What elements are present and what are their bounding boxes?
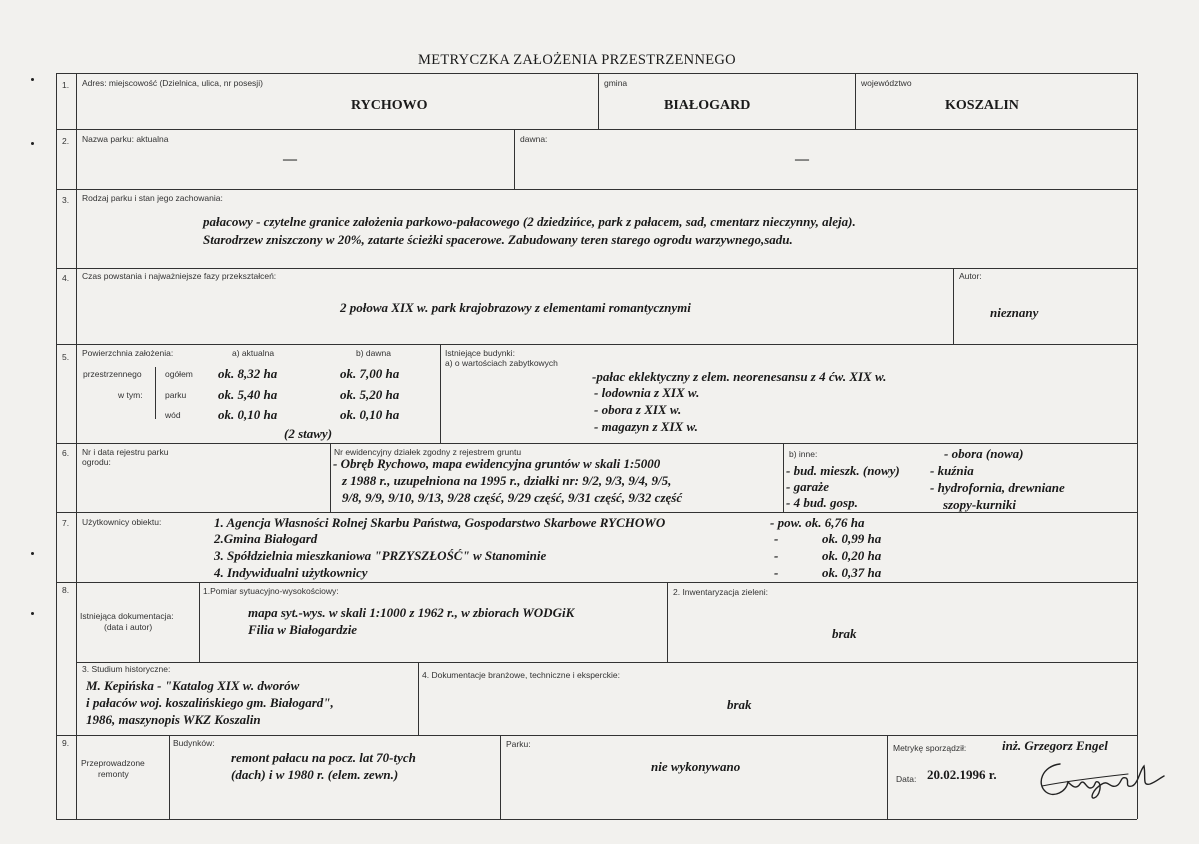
author-label: Autor: [959, 271, 982, 281]
user-item: 1. Agencja Własności Rolnej Skarbu Państwa, Gospodarstwo Skarbowe RYCHOWO [214, 515, 666, 530]
survey-label: 1.Pomiar sytuacyjno-wysokościowy: [203, 586, 339, 596]
origin-value: 2 połowa XIX w. park krajobrazowy z elementami romantycznymi [340, 300, 691, 315]
signature [1032, 752, 1172, 802]
park-renovation-value: nie wykonywano [651, 759, 741, 774]
buildings-renovation-line: (dach) i w 1980 r. (elem. zewn.) [231, 767, 399, 782]
registry-label: ogrodu: [82, 457, 111, 467]
margin-dot [31, 552, 34, 555]
documentation-label: Istniejąca dokumentacja: [80, 611, 174, 621]
park-name-value: — [283, 152, 297, 167]
area-former-park: ok. 5,20 ha [340, 387, 400, 402]
section-number: 4. [62, 273, 70, 283]
renovations-label: Przeprowadzone [81, 758, 145, 768]
user-item: 4. Indywidualni użytkownicy [214, 565, 368, 580]
park-type-label: Rodzaj parku i stan jego zachowania: [82, 193, 223, 203]
section-number: 5. [62, 352, 70, 362]
historical-study-line: M. Kepińska - "Katalog XIX w. dworów [86, 678, 300, 693]
buildings-renovation-label: Budynków: [173, 738, 215, 748]
area-row-sublabel: wód [165, 410, 181, 420]
user-area: ok. 0,37 ha [822, 565, 882, 580]
survey-line: mapa syt.-wys. w skali 1:1000 z 1962 r., w zbiorach WODGiK [248, 605, 575, 620]
plots-line: - Obręb Rychowo, mapa ewidencyjna gruntów w skali 1:5000 [333, 456, 661, 471]
other-building-item: - kuźnia [930, 463, 974, 478]
user-area-dash: - [774, 531, 779, 546]
area-current-total: ok. 8,32 ha [218, 366, 278, 381]
area-current-water: ok. 0,10 ha [218, 407, 278, 422]
margin-dot [31, 612, 34, 615]
green-inventory-label: 2. Inwentaryzacja zieleni: [673, 587, 768, 597]
other-building-item: - garaże [786, 479, 829, 494]
other-building-item: - obora (nowa) [944, 446, 1024, 461]
area-col-current: a) aktualna [232, 348, 275, 358]
date-value: 20.02.1996 r. [927, 767, 997, 782]
prepared-by-value: inż. Grzegorz Engel [1002, 738, 1108, 753]
building-item: -pałac eklektyczny z elem. neorenesansu z 4 ćw. XIX w. [592, 369, 887, 384]
building-item: - lodownia z XIX w. [594, 385, 700, 400]
address-value: RYCHOWO [351, 98, 428, 113]
prepared-by-label: Metrykę sporządził: [893, 743, 967, 753]
margin-dot [31, 78, 34, 81]
user-area: - pow. ok. 6,76 ha [770, 515, 865, 530]
buildings-sublabel: a) o wartościach zabytkowych [445, 358, 558, 368]
former-name-label: dawna: [520, 134, 548, 144]
date-label: Data: [896, 774, 917, 784]
buildings-label: Istniejące budynki: [445, 348, 515, 358]
historical-study-line: i pałaców woj. koszalińskiego gm. Białogard", [86, 695, 334, 710]
renovations-label: remonty [98, 769, 129, 779]
historical-study-label: 3. Studium historyczne: [82, 664, 171, 674]
plots-label: Nr ewidencyjny działek zgodny z rejestrem gruntu [334, 447, 522, 457]
water-note: (2 stawy) [284, 426, 333, 441]
section-number: 9. [62, 738, 70, 748]
other-building-item: szopy-kurniki [943, 497, 1016, 512]
other-buildings-label: b) inne: [789, 449, 818, 459]
park-type-line: Starodrzew zniszczony w 20%, zatarte ścieżki spacerowe. Zabudowany teren starego ogrodu warzywnego,sadu. [203, 232, 793, 247]
buildings-renovation-line: remont pałacu na pocz. lat 70-tych [231, 750, 416, 765]
area-former-total: ok. 7,00 ha [340, 366, 400, 381]
users-label: Użytkownicy obiektu: [82, 517, 162, 527]
building-item: - magazyn z XIX w. [594, 419, 698, 434]
other-building-item: - bud. mieszk. (nowy) [786, 463, 900, 478]
building-item: - obora z XIX w. [594, 402, 682, 417]
page-title: METRYCZKA ZAŁOŻENIA PRZESTRZENNEGO [418, 52, 736, 68]
area-former-water: ok. 0,10 ha [340, 407, 400, 422]
area-row-sublabel: parku [165, 390, 187, 400]
origin-label: Czas powstania i najważniejsze fazy przekształceń: [82, 271, 277, 281]
user-area: ok. 0,99 ha [822, 531, 882, 546]
plots-line: 9/8, 9/9, 9/10, 9/13, 9/28 część, 9/29 część, 9/31 część, 9/32 część [342, 490, 683, 505]
park-renovation-label: Parku: [506, 739, 531, 749]
user-item: 3. Spółdzielnia mieszkaniowa "PRZYSZŁOŚĆ" w Stanominie [214, 548, 547, 563]
user-area: ok. 0,20 ha [822, 548, 882, 563]
area-col-former: b) dawna [356, 348, 391, 358]
area-row-sublabel: ogółem [165, 369, 193, 379]
user-area-dash: - [774, 548, 779, 563]
voivodeship-label: województwo [861, 78, 912, 88]
plots-line: z 1988 r., uzupełniona na 1995 r., działki nr: 9/2, 9/3, 9/4, 9/5, [342, 473, 672, 488]
user-area-dash: - [774, 565, 779, 580]
registry-label: Nr i data rejestru parku [82, 447, 169, 457]
area-row-label: przestrzennego [83, 369, 142, 379]
user-item: 2.Gmina Białogard [214, 531, 318, 546]
green-inventory-value: brak [832, 626, 857, 641]
section-number: 3. [62, 195, 70, 205]
area-row-label: w tym: [118, 390, 143, 400]
park-type-line: pałacowy - czytelne granice założenia parkowo-pałacowego (2 dziedzińce, park z pałacem, sad, cmentarz nieczynny, aleja). [203, 214, 856, 229]
address-label: Adres: miejscowość (Dzielnica, ulica, nr posesji) [82, 78, 263, 88]
author-value: nieznany [990, 305, 1039, 320]
historical-study-line: 1986, maszynopis WKZ Koszalin [86, 712, 261, 727]
other-building-item: - hydrofornia, drewniane [930, 480, 1065, 495]
section-number: 2. [62, 136, 70, 146]
gmina-label: gmina [604, 78, 628, 88]
other-building-item: - 4 bud. gosp. [786, 495, 858, 510]
area-label: Powierzchnia założenia: [82, 348, 174, 358]
section-number: 6. [62, 448, 70, 458]
section-number: 8. [62, 585, 70, 595]
gmina-value: BIAŁOGARD [664, 98, 751, 113]
technical-docs-label: 4. Dokumentacje branżowe, techniczne i eksperckie: [422, 670, 620, 680]
park-name-label: Nazwa parku: aktualna [82, 134, 169, 144]
survey-line: Filia w Białogardzie [248, 622, 358, 637]
area-current-park: ok. 5,40 ha [218, 387, 278, 402]
section-number: 7. [62, 518, 70, 528]
section-number: 1. [62, 80, 70, 90]
technical-docs-value: brak [727, 697, 752, 712]
margin-dot [31, 142, 34, 145]
documentation-label: (data i autor) [104, 622, 153, 632]
voivodeship-value: KOSZALIN [945, 98, 1019, 113]
area-bracket [155, 367, 156, 419]
former-name-value: — [795, 152, 809, 167]
